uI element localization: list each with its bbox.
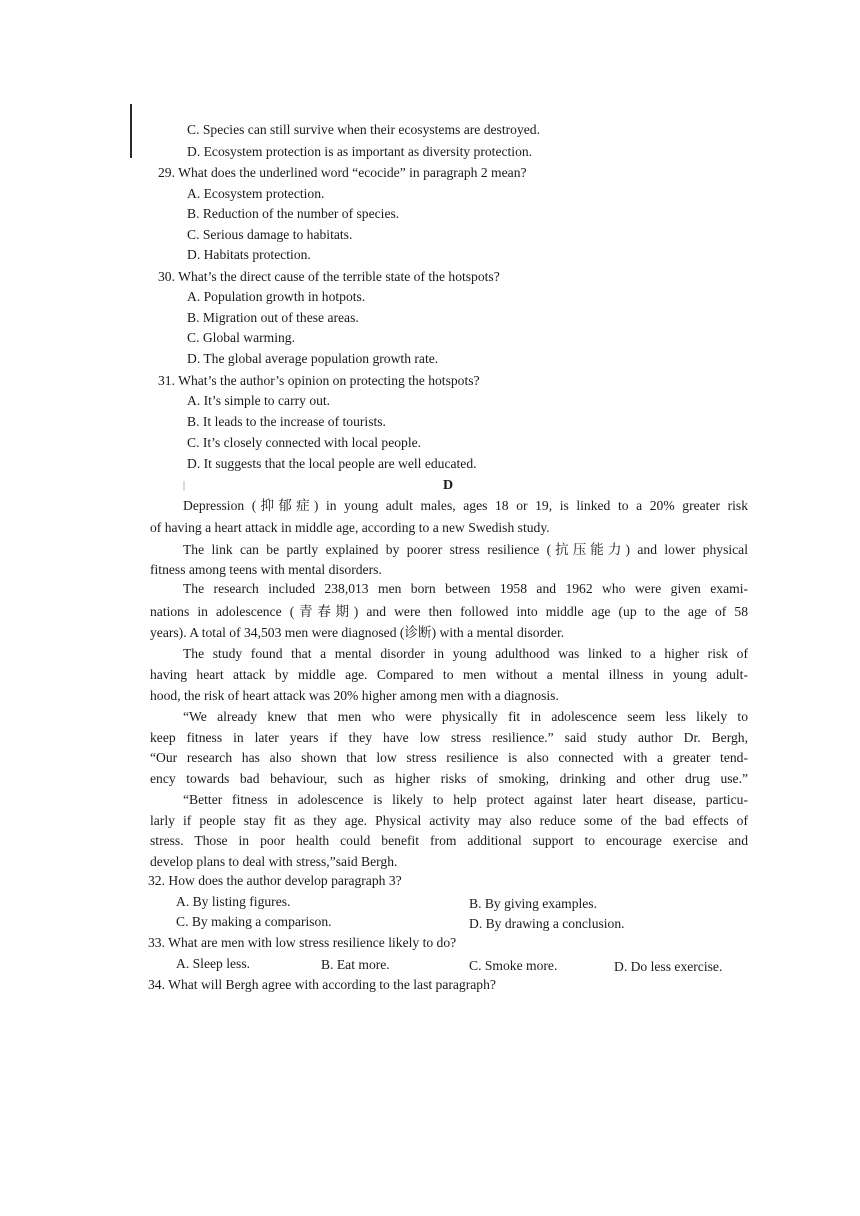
passage-p2-line1: The link can be partly explained by poorer stress resilience (抗压能力) and lower physical <box>183 542 748 557</box>
passage-p6-line3: stress. Those in poor health could benefit from additional support to encourage exercise and <box>150 833 748 848</box>
q29-option-a: A. Ecosystem protection. <box>187 186 325 201</box>
q32-option-c: C. By making a comparison. <box>176 914 332 929</box>
passage-p6-line4: develop plans to deal with stress,”said Bergh. <box>150 854 398 869</box>
q31-option-c: C. It’s closely connected with local people. <box>187 435 422 450</box>
q32-option-b: B. By giving examples. <box>469 896 597 911</box>
q29-question: 29. What does the underlined word “ecocide” in paragraph 2 mean? <box>158 165 527 180</box>
passage-p6-line2: larly if people stay fit as they age. Physical activity may also reduce some of the bad effects of <box>150 813 748 828</box>
passage-p5-line3: “Our research has also shown that low stress resilience is also connected with a greater tend- <box>150 750 748 765</box>
passage-p5-line2: keep fitness in later years if they have low stress resilience.” said study author Dr. Bergh, <box>150 730 748 745</box>
passage-p1-line2: of having a heart attack in middle age, according to a new Swedish study. <box>150 520 550 535</box>
q31-question: 31. What’s the author’s opinion on protecting the hotspots? <box>158 373 480 388</box>
passage-p3-line1: The research included 238,013 men born between 1958 and 1962 who were given exami- <box>183 581 748 596</box>
q33-question: 33. What are men with low stress resilience likely to do? <box>148 935 457 950</box>
scan-edge-mark <box>130 104 132 158</box>
q31-option-b: B. It leads to the increase of tourists. <box>187 414 386 429</box>
q28-option-d: D. Ecosystem protection is as important as diversity protection. <box>187 144 533 159</box>
scan-tick-mark: | <box>183 480 186 491</box>
q29-option-c: C. Serious damage to habitats. <box>187 227 353 242</box>
q32-question: 32. How does the author develop paragraph 3? <box>148 873 402 888</box>
q30-option-a: A. Population growth in hotpots. <box>187 289 366 304</box>
q32-option-a: A. By listing figures. <box>176 894 291 909</box>
q30-option-d: D. The global average population growth rate. <box>187 351 439 366</box>
passage-p3-line3: years). A total of 34,503 men were diagnosed (诊断) with a mental disorder. <box>150 625 565 640</box>
passage-p4-line1: The study found that a mental disorder in young adulthood was linked to a higher risk of <box>183 646 748 661</box>
passage-p4-line3: hood, the risk of heart attack was 20% higher among men with a diagnosis. <box>150 688 559 703</box>
passage-p5-line1: “We already knew that men who were physically fit in adolescence seem less likely to <box>183 709 748 724</box>
q33-option-a: A. Sleep less. <box>176 956 251 971</box>
q28-option-c: C. Species can still survive when their ecosystems are destroyed. <box>187 122 540 137</box>
q33-option-c: C. Smoke more. <box>469 958 558 973</box>
q30-option-b: B. Migration out of these areas. <box>187 310 359 325</box>
q31-option-a: A. It’s simple to carry out. <box>187 393 331 408</box>
q33-option-d: D. Do less exercise. <box>614 959 723 974</box>
section-heading: D <box>443 478 454 493</box>
q29-option-d: D. Habitats protection. <box>187 247 311 262</box>
passage-p3-line2: nations in adolescence (青春期) and were then followed into middle age (up to the age of 58 <box>150 604 748 619</box>
passage-p1-line1: Depression (抑郁症) in young adult males, ages 18 or 19, is linked to a 20% greater risk <box>183 498 748 513</box>
passage-p4-line2: having heart attack by middle age. Compared to men without a mental illness in young adult- <box>150 667 748 682</box>
passage-p2-line2: fitness among teens with mental disorders. <box>150 562 382 577</box>
q34-question: 34. What will Bergh agree with according to the last paragraph? <box>148 977 496 992</box>
q30-option-c: C. Global warming. <box>187 330 295 345</box>
q29-option-b: B. Reduction of the number of species. <box>187 206 400 221</box>
q33-option-b: B. Eat more. <box>321 957 390 972</box>
q31-option-d: D. It suggests that the local people are well educated. <box>187 456 477 471</box>
passage-p5-line4: ency towards bad behaviour, such as higher risks of smoking, drinking and other drug use.” <box>150 771 748 786</box>
q32-option-d: D. By drawing a conclusion. <box>469 916 625 931</box>
passage-p6-line1: “Better fitness in adolescence is likely to help protect against later heart disease, particu- <box>183 792 748 807</box>
q30-question: 30. What’s the direct cause of the terrible state of the hotspots? <box>158 269 500 284</box>
